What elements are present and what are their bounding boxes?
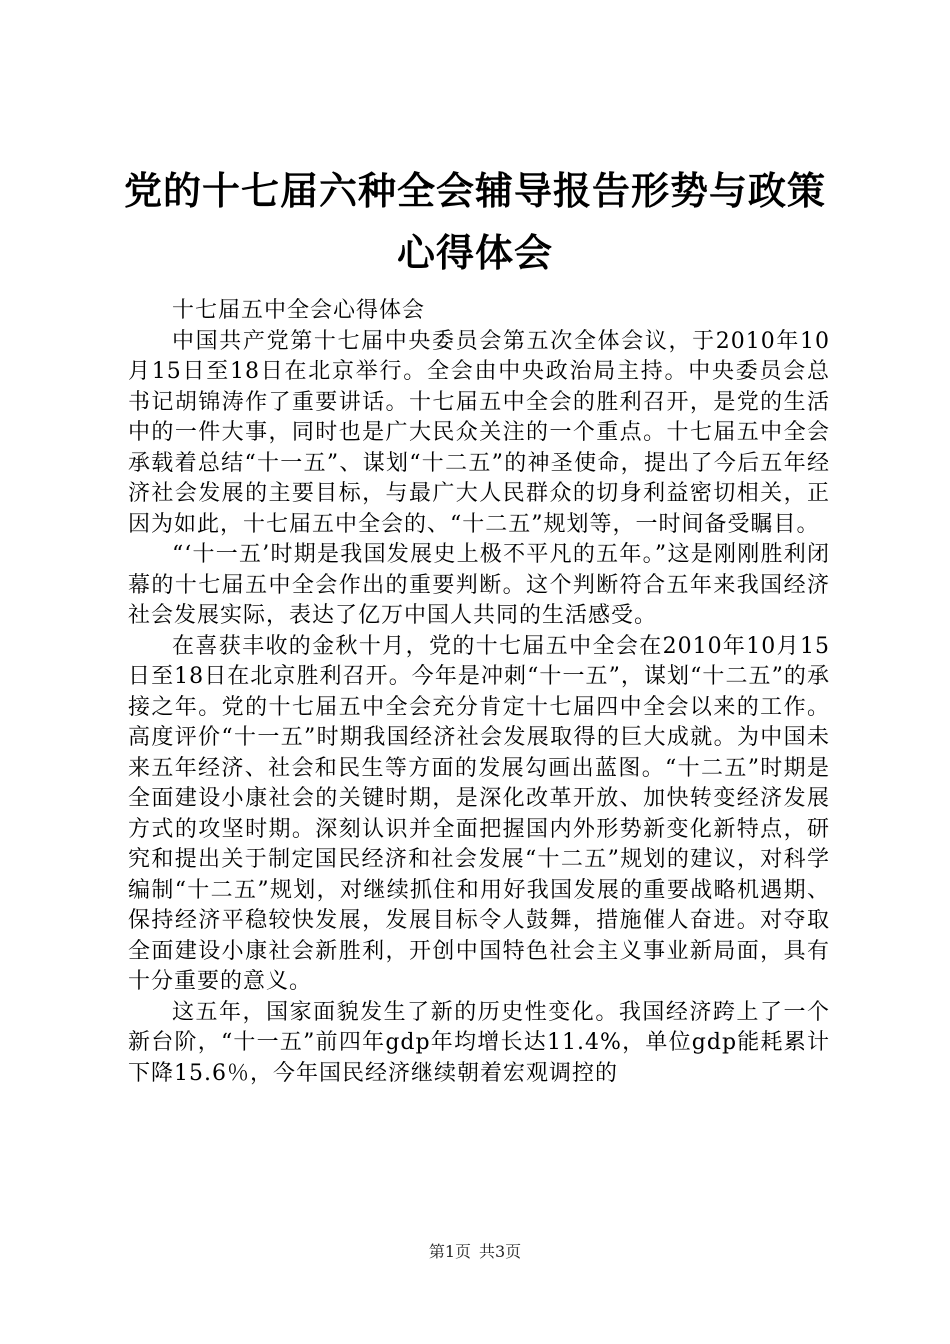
paragraph: “‘十一五’时期是我国发展史上极不平凡的五年。”这是刚刚胜利闭幕的十七届五中全会作出的重要判断。这个判断符合五年来我国经济社会发展实际，表达了亿万中国人共同的生活感受。 xyxy=(128,542,830,628)
paragraph: 在喜获丰收的金秋十月，党的十七届五中全会在2010年10月15日至18日在北京胜利召开。今年是冲刺“十一五”，谋划“十二五”的承接之年。党的十七届五中全会充分肯定十七届四中全会以来的工作。高度评价“十一五”时期我国经济社会发展取得的巨大成就。为中国未来五年经济、社会和民生等方面的发展勾画出蓝图。“十二五”时期是全面建设小康社会的关键时期，是深化改革开放、加快转变经济发展方式的攻坚时期。深刻认识并全面把握国内外形势新变化新特点，研究和提出关于制定国民经济和社会发展“十二五”规划的建议，对科学编制“十二五”规划，对继续抓住和用好我国发展的重要战略机遇期、保持经济平稳较快发展，发展目标令人鼓舞，措施催人奋进。对夺取全面建设小康社会新胜利，开创中国特色社会主义事业新局面，具有十分重要的意义。 xyxy=(128,633,830,994)
page-number: 第1页 xyxy=(428,1242,471,1261)
paragraph: 这五年，国家面貌发生了新的历史性变化。我国经济跨上了一个新台阶，“十一五”前四年gdp年均增长达11.4%，单位gdp能耗累计下降15.6％，今年国民经济继续朝着宏观调控的 xyxy=(128,999,830,1086)
paragraph: 中国共产党第十七届中央委员会第五次全体会议，于2010年10月15日至18日在北京举行。全会由中央政治局主持。中央委员会总书记胡锦涛作了重要讲话。十七届五中全会的胜利召开，是党的生活中的一件大事，同时也是广大民众关注的一个重点。十七届五中全会承载着总结“十一五”、谋划“十二五”的神圣使命，提出了今后五年经济社会发展的主要目标，与最广大人民群众的切身利益密切相关，正因为如此，十七届五中全会的、“十二五”规划等，一时间备受瞩目。 xyxy=(128,328,830,537)
paragraph-subtitle: 十七届五中全会心得体会 xyxy=(172,298,426,323)
page-total: 共3页 xyxy=(479,1242,522,1261)
document-body xyxy=(128,296,830,1089)
page-footer xyxy=(0,1242,950,1262)
document-title: 党的十七届六种全会辅导报告形势与政策心得体会 xyxy=(123,169,826,275)
